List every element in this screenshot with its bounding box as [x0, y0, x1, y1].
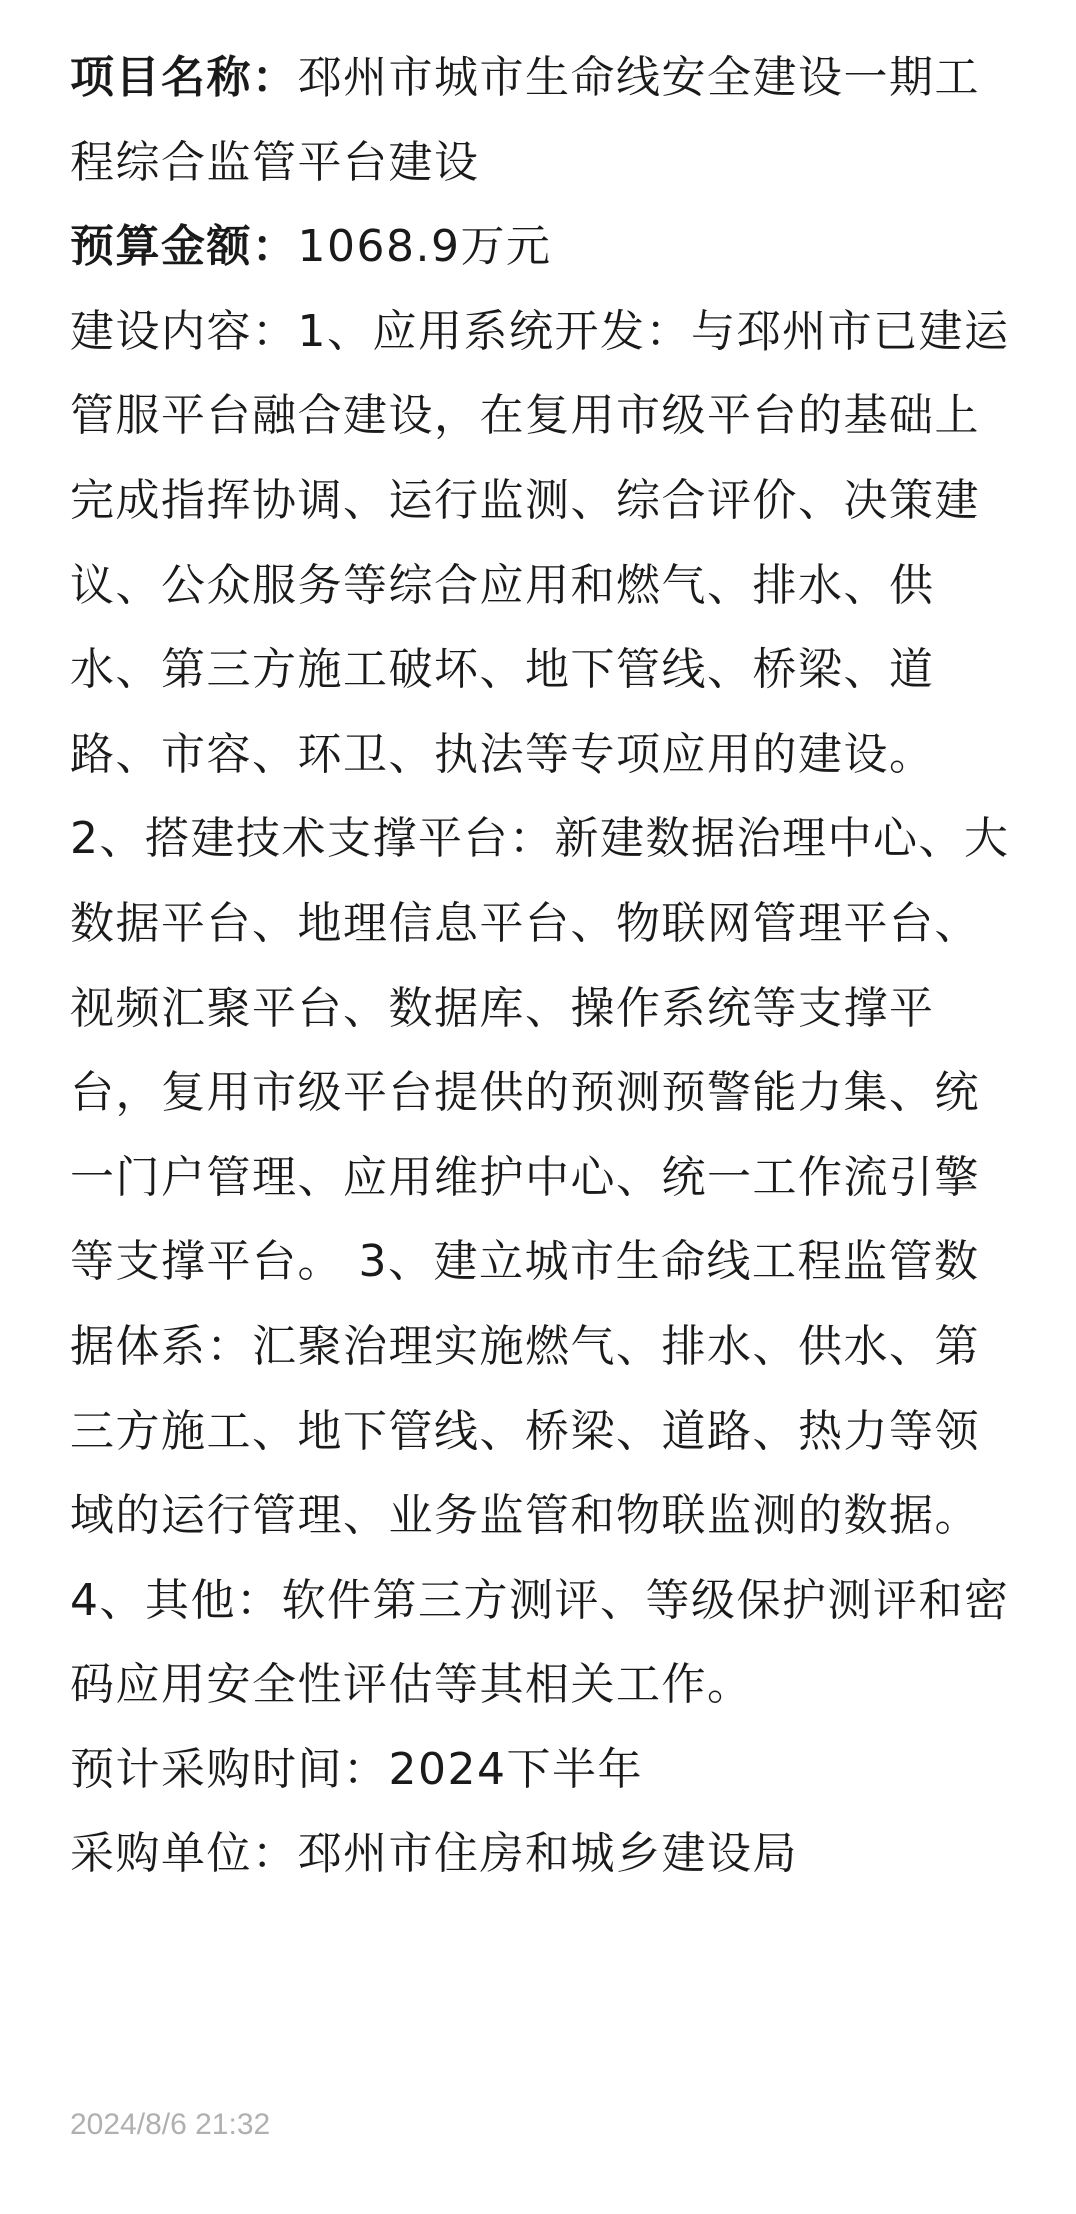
procurement-time-line — [70, 1728, 1010, 1813]
budget-label: 预算金额： — [70, 221, 298, 273]
procurement-time-label: 预计采购时间： — [70, 1743, 389, 1795]
post-body — [70, 36, 1010, 1897]
procurement-unit-value: 邳州市住房和城乡建设局 — [297, 1828, 798, 1880]
procurement-unit-line — [70, 1812, 1010, 1897]
project-name-value: 邳州市城市生命线安全建设一期工程综合监管平台建设 — [70, 52, 980, 188]
budget-line — [70, 205, 1010, 290]
project-name-line — [70, 36, 1010, 205]
post-timestamp: 2024/8/6 21:32 — [70, 2108, 271, 2141]
project-name-label: 项目名称： — [70, 52, 298, 103]
content-line — [70, 290, 1010, 1728]
procurement-time-value: 2024下半年 — [388, 1743, 643, 1795]
procurement-unit-label: 采购单位： — [70, 1828, 298, 1880]
budget-value: 1068.9万元 — [297, 221, 552, 273]
content-label: 建设内容： — [70, 305, 298, 357]
content-value: 1、应用系统开发：与邳州市已建运管服平台融合建设，在复用市级平台的基础上完成指挥协调、运行监测、综合评价、决策建议、公众服务等综合应用和燃气、排水、供水、第三方施工破坏、地下管线、桥梁、道路、市容、环卫、执法等专项应用的建设。 2、搭建技术支撑平台：新建数据治理中心、大数据平台、地理信息平台、物联网管理平台、视频汇聚平台、数据库、操作系统等支撑平台，复用市级平台提供的预测预警能力集、统一门户管理、应用维护中心、统一工作流引擎等支撑平台。 3、建立城市生命线工程监管数据体系：汇聚治理实施燃气、排水、供水、第三方施工、地下管线、桥梁、道路、热力等领域的运行管理、业务监管和物联监测的数据。 4、其他：软件第三方测评、等级保护测评和密码应用安全性评估等其相关工作。 — [70, 305, 1010, 1711]
